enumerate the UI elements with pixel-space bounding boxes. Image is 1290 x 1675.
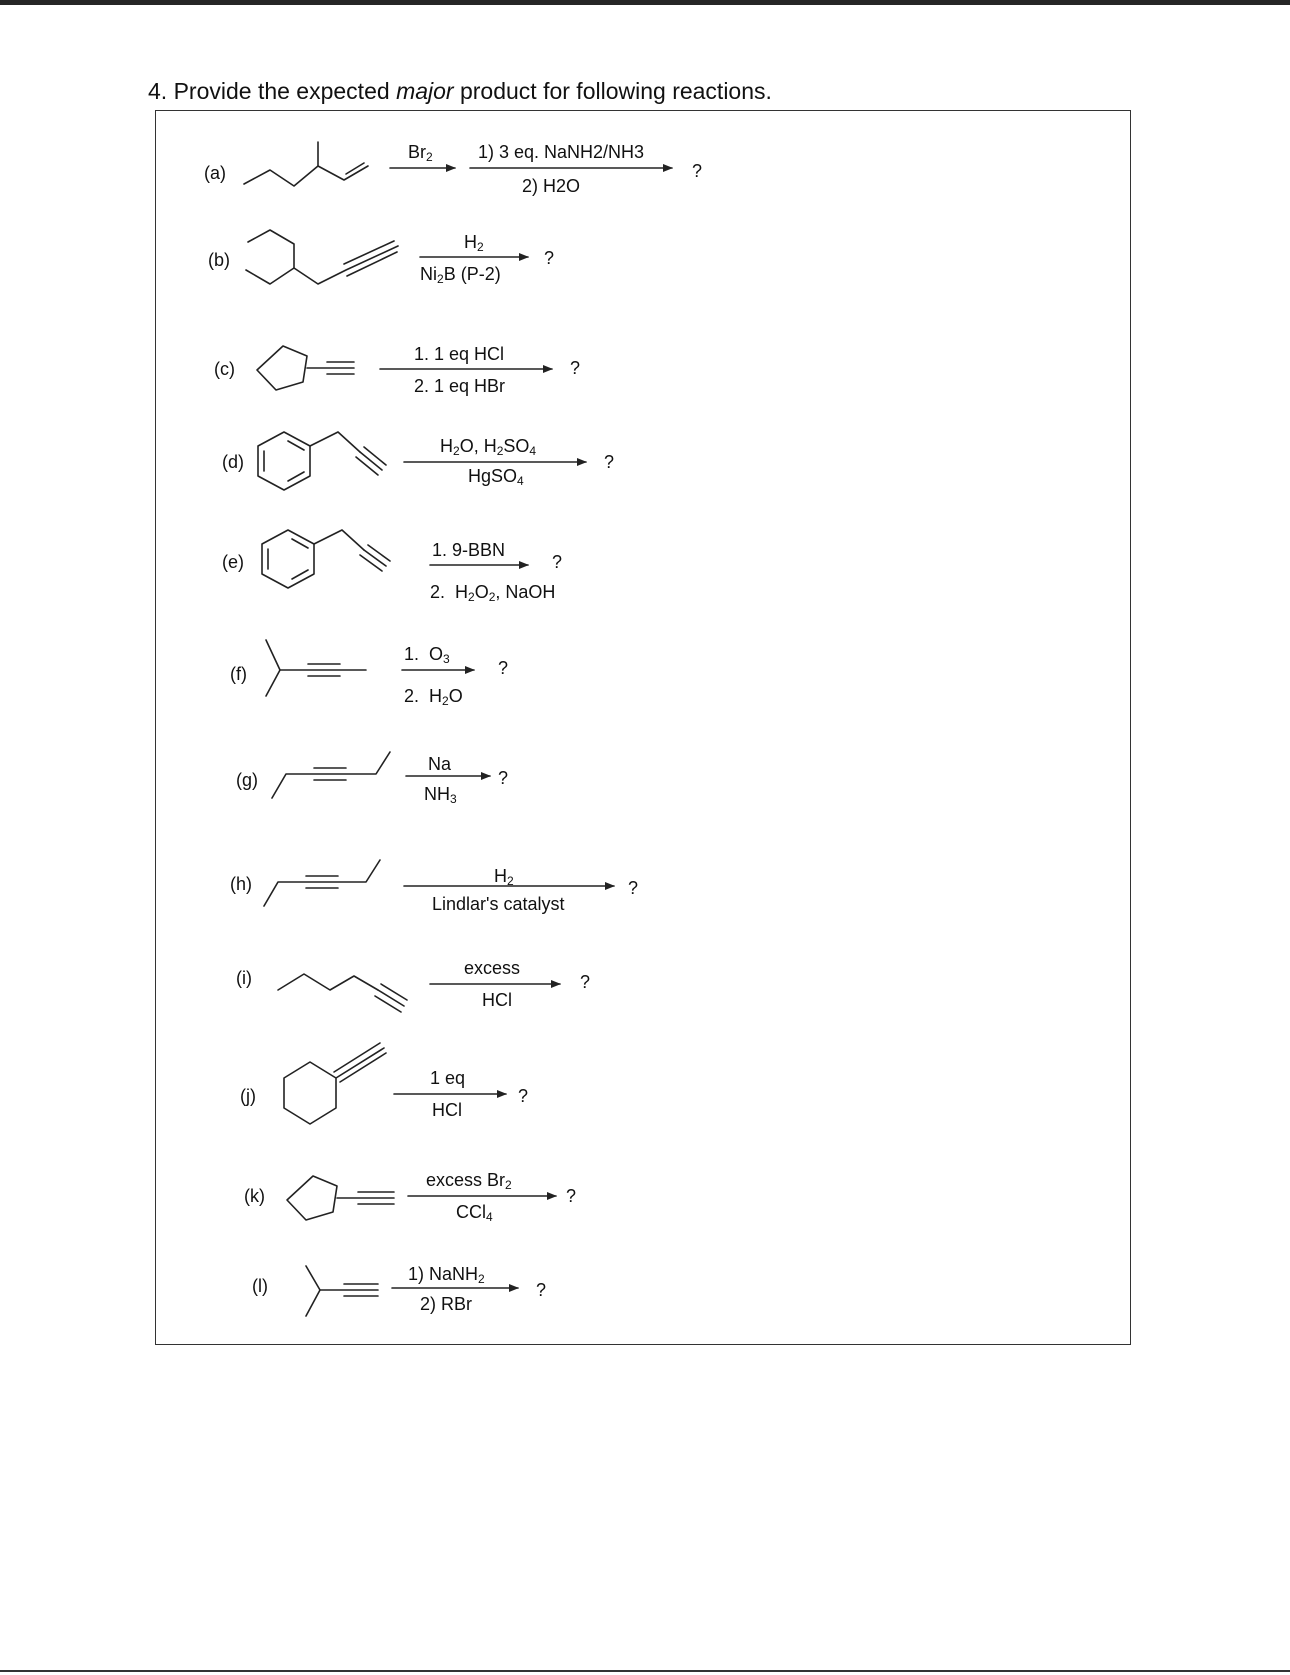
structure-g	[272, 752, 390, 798]
label-d: (d)	[222, 452, 244, 472]
reagent-d-above: $H_2O$, $H_2SO_4$	[440, 436, 537, 458]
product-k: ?	[566, 1186, 577, 1206]
product-j: ?	[518, 1086, 529, 1106]
reagent-i-above: excess	[464, 958, 521, 978]
question-text: 4. Provide the expected major product for following reactions.	[148, 78, 772, 104]
product-h: ?	[628, 878, 639, 898]
product-c: ?	[570, 358, 581, 378]
product-a: ?	[692, 161, 703, 181]
structure-i	[278, 974, 407, 1012]
structure-d	[258, 432, 386, 490]
structure-c	[257, 346, 354, 390]
reagent-k-above: excess $Br_2$	[426, 1170, 512, 1192]
product-d: ?	[604, 452, 615, 472]
structure-b	[246, 230, 398, 284]
label-h: (h)	[230, 874, 252, 894]
reagent-b-above: $H_2$	[464, 232, 484, 254]
reagent-c-below: 2. 1 eq HBr	[414, 376, 506, 396]
label-g: (g)	[236, 770, 258, 790]
label-c: (c)	[214, 359, 235, 379]
product-e: ?	[552, 552, 563, 572]
reagent-g-below: $NH_3$	[424, 784, 457, 806]
reagent-l-below: 2) RBr	[420, 1294, 473, 1314]
product-f: ?	[498, 658, 509, 678]
reagent-l-above: 1) NaNH$_2$	[408, 1264, 485, 1286]
structure-e	[262, 530, 390, 588]
label-f: (f)	[230, 664, 247, 684]
label-l: (l)	[252, 1276, 268, 1296]
reagent-j-below: HCl	[432, 1100, 462, 1120]
bottom-border	[0, 1670, 1290, 1672]
reagent-h-above: $H_2$	[494, 866, 514, 888]
label-i: (i)	[236, 968, 252, 988]
structure-j	[284, 1043, 386, 1124]
structure-k	[287, 1176, 394, 1220]
structure-l	[306, 1266, 378, 1316]
structure-f	[266, 640, 366, 696]
reagent-g-above: Na	[428, 754, 452, 774]
reagent-k-below: CCl$_4$	[456, 1202, 493, 1224]
reagent-a-below: 2) H2O	[522, 176, 581, 196]
reagent-f-below: 2. $H_2O$	[404, 686, 463, 708]
reagent-b-below: $Ni_2B$ (P-2)	[420, 264, 501, 286]
reagent-e-above: 1. 9-BBN	[432, 540, 506, 560]
structure-h	[264, 860, 380, 906]
reagent-d-below: HgSO$_4$	[468, 466, 524, 488]
label-b: (b)	[208, 250, 230, 270]
label-j: (j)	[240, 1086, 256, 1106]
structure-a	[244, 142, 368, 186]
reagent-j-above: 1 eq	[430, 1068, 466, 1088]
product-b: ?	[544, 248, 555, 268]
product-l: ?	[536, 1280, 547, 1300]
label-k: (k)	[244, 1186, 265, 1206]
reagent-f-above: 1. $O_3$	[404, 644, 450, 666]
label-a: (a)	[204, 163, 226, 183]
reagent-a-above: 1) 3 eq. NaNH2/NH3	[478, 142, 645, 162]
label-e: (e)	[222, 552, 244, 572]
reagent-h-below: Lindlar's catalyst	[432, 894, 565, 914]
reagent-i-below: HCl	[482, 990, 512, 1010]
product-g: ?	[498, 768, 509, 788]
reagent-a-step1: $Br_2$	[408, 142, 433, 164]
reagent-e-below: 2. $H_2O_2$, NaOH	[430, 582, 556, 604]
reagent-c-above: 1. 1 eq HCl	[414, 344, 505, 364]
product-i: ?	[580, 972, 591, 992]
